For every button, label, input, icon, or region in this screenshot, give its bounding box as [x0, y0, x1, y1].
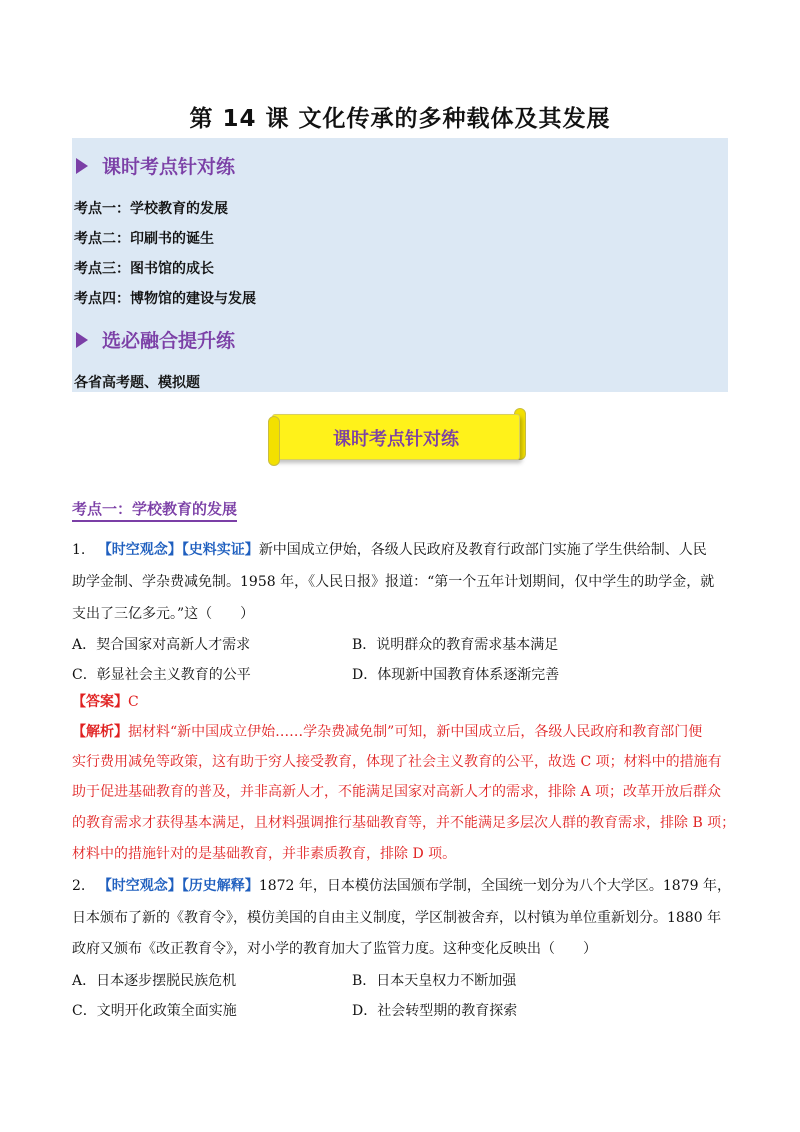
q1-line-1	[72, 540, 707, 560]
section-banner	[268, 408, 528, 462]
q2-tag-2: 【历史解释】	[181, 878, 259, 894]
analysis-tag: 【解析】	[72, 724, 128, 740]
toc-section-2-item: 各省高考题、模拟题	[74, 375, 200, 391]
q2-line-1	[72, 876, 731, 896]
page-title: 第 14 课 文化传承的多种载体及其发展	[189, 106, 611, 132]
q2-stem-2: 日本颁布了新的《教育令》，模仿美国的自由主义制度，学区制被舍弃，以村镇为单位重新划分。1880 年	[72, 910, 722, 926]
q1-analysis-4: 的教育需求才获得基本满足，且材料强调推行基础教育等，并不能满足多层次人群的教育需求，排除 B 项；	[72, 815, 736, 831]
arrow-right-icon	[76, 332, 88, 348]
toc-section-1-heading: 课时考点针对练	[76, 152, 235, 179]
q1-option-a: A．契合国家对高新人才需求	[72, 637, 251, 653]
toc-item-1: 考点一：学校教育的发展	[74, 201, 228, 217]
toc-item-2: 考点二：印刷书的诞生	[74, 231, 214, 247]
q1-stem-1: 新中国成立伊始，各级人民政府及教育行政部门实施了学生供给制、人民	[258, 542, 707, 558]
q2-stem-1: 1872 年，日本模仿法国颁布学制，全国统一划分为八个大学区。1879 年，	[258, 878, 731, 894]
toc-item-3: 考点三：图书馆的成长	[74, 261, 214, 277]
q2-option-c: C．文明开化政策全面实施	[72, 1003, 237, 1019]
toc-item-4: 考点四：博物馆的建设与发展	[74, 291, 256, 307]
q2-tag-1: 【时空观念】	[97, 878, 182, 894]
q1-analysis-1: 【解析】据材料“新中国成立伊始……学杂费减免制”可知，新中国成立后，各级人民政府和教育部门便	[72, 724, 703, 740]
q2-option-d: D．社会转型期的教育探索	[352, 1003, 518, 1019]
q1-analysis-2: 实行费用减免等政策，这有助于穷人接受教育，体现了社会主义教育的公平，故选 C 项；材料中的措施有	[72, 754, 722, 770]
q2-stem-3: 政府又颁布《改正教育令》，对小学的教育加大了监管力度。这种变化反映出（ ）	[72, 941, 597, 957]
q1-tag-2: 【史料实证】	[181, 542, 259, 558]
q2-number: 2.	[72, 878, 86, 894]
q1-number: 1.	[72, 542, 86, 558]
q1-answer	[72, 692, 139, 712]
q1-option-d: D．体现新中国教育体系逐渐完善	[352, 667, 560, 683]
arrow-right-icon	[76, 158, 88, 174]
q2-option-a: A．日本逐步摆脱民族危机	[72, 973, 237, 989]
q1-stem-2: 助学金制、学杂费减免制。1958 年，《人民日报》报道：“第一个五年计划期间，仅中学生的助学金，就	[72, 574, 715, 590]
toc-section-2-heading: 选必融合提升练	[76, 326, 235, 353]
table-of-contents	[72, 138, 728, 392]
q1-option-c: C．彰显社会主义教育的公平	[72, 667, 251, 683]
q1-stem-3: 支出了三亿多元。”这（ ）	[72, 606, 255, 622]
answer-value: C	[128, 694, 139, 710]
q1-analysis-3: 助于促进基础教育的普及，并非高新人才，不能满足国家对高新人才的需求，排除 A 项；改革开放后群众	[72, 784, 722, 800]
banner-label: 课时考点针对练	[333, 429, 459, 450]
q2-option-b: B．日本天皇权力不断加强	[352, 973, 517, 989]
q1-tag-1: 【时空观念】	[97, 542, 182, 558]
answer-tag: 【答案】	[72, 694, 128, 710]
q1-option-b: B．说明群众的教育需求基本满足	[352, 637, 559, 653]
kp1-heading: 考点一：学校教育的发展	[72, 498, 237, 522]
q1-analysis-5: 材料中的措施针对的是基础教育，并非素质教育，排除 D 项。	[72, 846, 457, 862]
